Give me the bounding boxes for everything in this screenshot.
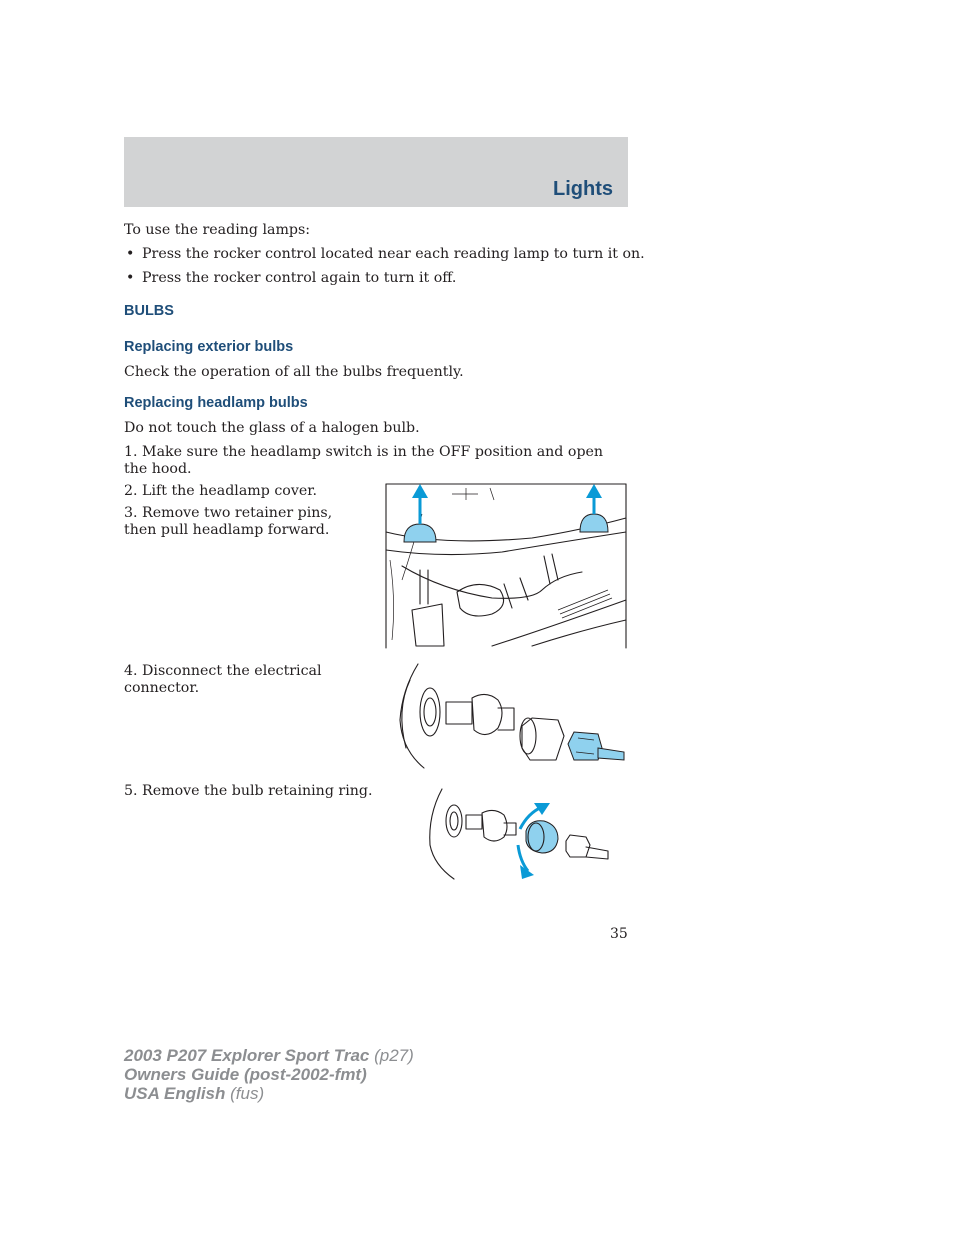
heading-replacing-headlamp: Replacing headlamp bulbs (124, 395, 308, 411)
headlamp-retainer-pins-illustration (382, 480, 630, 650)
bulb-retaining-ring-illustration (420, 785, 615, 880)
step-4: 4. Disconnect the electrical connector. (124, 663, 322, 696)
electrical-connector-illustration (388, 660, 630, 770)
heading-bulbs: BULBS (124, 303, 174, 319)
document-footer (124, 1046, 414, 1103)
step-1: 1. Make sure the headlamp switch is in the OFF position and open the hood. (124, 444, 604, 477)
section-header-bar (124, 137, 628, 207)
footer-line-2: Owners Guide (post-2002-fmt) (124, 1065, 367, 1084)
step-2: 2. Lift the headlamp cover. (124, 483, 317, 499)
bullet-icon: • (126, 246, 135, 262)
footer-line-1: 2003 P207 Explorer Sport Trac (p27) (124, 1046, 414, 1065)
step-5: 5. Remove the bulb retaining ring. (124, 783, 373, 799)
intro-text: To use the reading lamps: (124, 222, 311, 238)
exterior-text: Check the operation of all the bulbs frequently. (124, 364, 464, 380)
heading-replacing-exterior: Replacing exterior bulbs (124, 339, 294, 355)
headlamp-warning: Do not touch the glass of a halogen bulb. (124, 420, 420, 436)
page-number: 35 (610, 926, 628, 942)
step-3: 3. Remove two retainer pins, then pull headlamp forward. (124, 505, 333, 538)
footer-line-3: USA English (fus) (124, 1084, 265, 1103)
section-title: Lights (553, 178, 613, 200)
bullet-icon: • (126, 270, 135, 286)
